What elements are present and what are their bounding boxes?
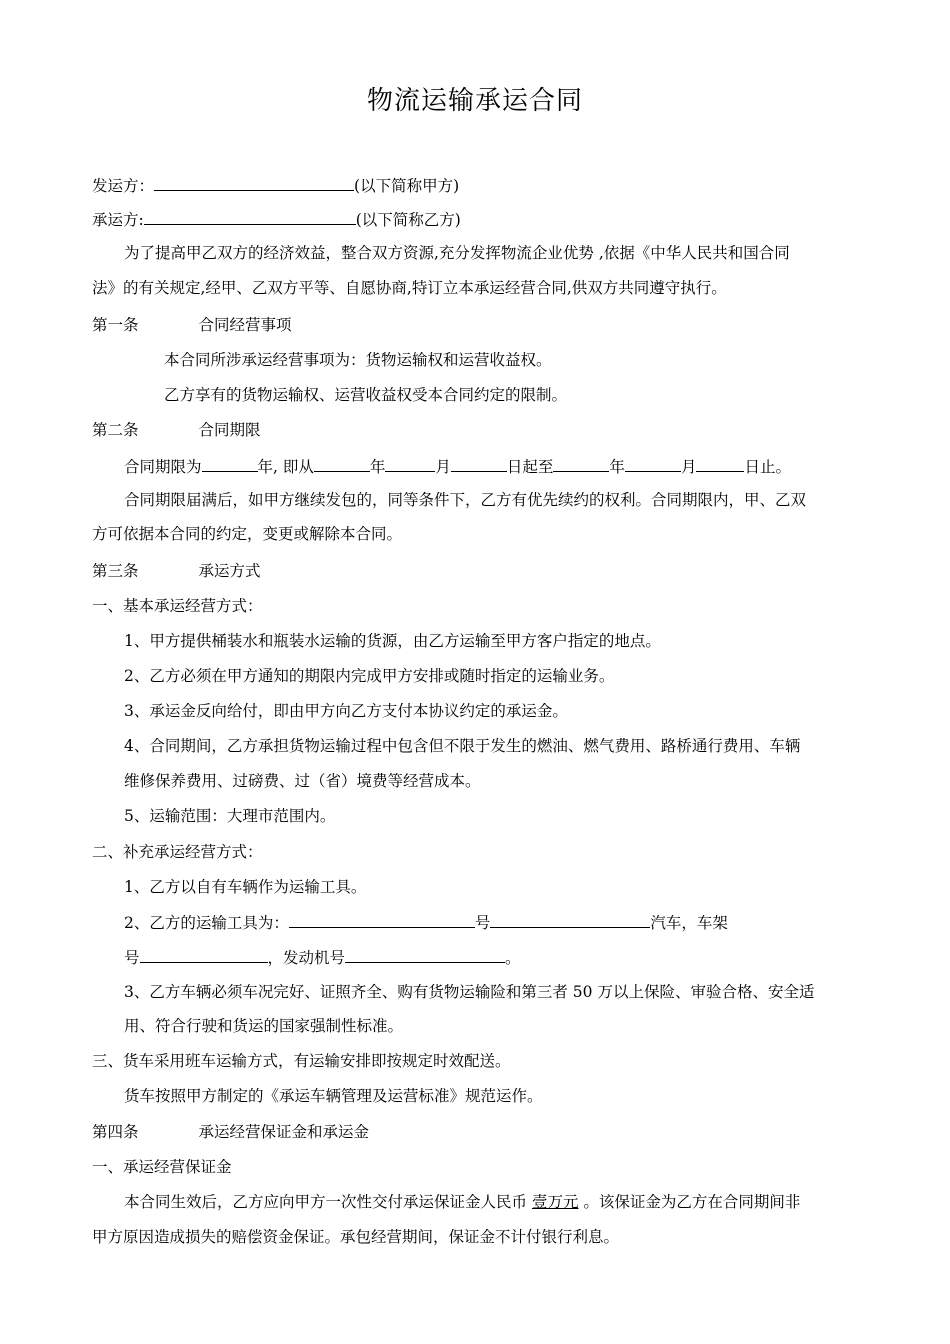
- period: 。: [505, 949, 521, 967]
- article-3-heading: [92, 561, 261, 581]
- end-day-blank: [696, 455, 744, 472]
- shipper-label: 发运方：: [92, 177, 155, 195]
- article-3-title: 承运方式: [198, 562, 261, 580]
- article-2-title: 合同期限: [198, 421, 261, 439]
- term-text-b: 年, 即从: [257, 458, 314, 476]
- start-month-blank: [385, 455, 435, 472]
- intro-line-2: 法》的有关规定,经甲、乙双方平等、自愿协商,特订立本承运经营合同,供双方共同遵守执行。: [92, 279, 727, 297]
- article-1-title: 合同经营事项: [198, 316, 292, 334]
- supplement-item-1: 1、乙方以自有车辆作为运输工具。: [124, 878, 367, 896]
- term-text-f: 年: [609, 458, 625, 476]
- frame-number-blank: [140, 946, 268, 963]
- end-month-blank: [625, 455, 681, 472]
- engine-number-blank: [345, 946, 505, 963]
- section-shuttle-heading: 三、货车采用班车运输方式，有运输安排即按规定时效配送。: [92, 1052, 511, 1070]
- section-deposit-heading: 一、承运经营保证金: [92, 1158, 232, 1176]
- deposit-text-b: 。该保证金为乙方在合同期间非: [583, 1193, 801, 1211]
- term-line: [124, 455, 791, 477]
- basic-item-2: 2、乙方必须在甲方通知的期限内完成甲方安排或随时指定的运输业务。: [124, 667, 615, 685]
- shipper-blank: [154, 174, 354, 191]
- supplement-item-2-line-1: [124, 911, 728, 933]
- article-4-title: 承运经营保证金和承运金: [198, 1123, 370, 1141]
- deposit-text-a: 本合同生效后，乙方应向甲方一次性交付承运保证金人民币: [124, 1193, 528, 1211]
- article-1-number: 第一条: [92, 316, 139, 334]
- term-text-h: 日止。: [744, 458, 791, 476]
- renewal-line-2: 方可依据本合同的约定，变更或解除本合同。: [92, 525, 403, 543]
- vehicle-model-blank: [490, 911, 650, 928]
- vehicle-label: 2、乙方的运输工具为：: [124, 914, 289, 932]
- supplement-item-3-line-2: 用、符合行驶和货运的国家强制性标准。: [124, 1017, 404, 1035]
- document-title: 物流运输承运合同: [366, 86, 583, 116]
- carrier-line: [92, 208, 461, 230]
- start-year-blank: [314, 455, 370, 472]
- basic-item-1: 1、甲方提供桶装水和瓶装水运输的货源，由乙方运输至甲方客户指定的地点。: [124, 632, 661, 650]
- article-2-number: 第二条: [92, 421, 139, 439]
- shuttle-line: 货车按照甲方制定的《承运车辆管理及运营标准》规范运作。: [124, 1087, 543, 1105]
- carrier-suffix: (以下简称乙方): [355, 211, 461, 229]
- term-text-d: 月: [435, 458, 451, 476]
- basic-item-5: 5、运输范围：大理市范围内。: [124, 807, 336, 825]
- intro-line-1: 为了提高甲乙双方的经济效益，整合双方资源,充分发挥物流企业优势 ,依据《中华人民共和国合同: [124, 244, 790, 262]
- deposit-amount: 壹万元: [531, 1193, 579, 1211]
- section-basic-heading: 一、基本承运经营方式：: [92, 597, 263, 615]
- term-text-a: 合同期限为: [124, 458, 202, 476]
- article-4-heading: [92, 1122, 369, 1142]
- deposit-line-2: 甲方原因造成损失的赔偿资金保证。承包经营期间，保证金不计付银行利息。: [92, 1228, 620, 1246]
- deposit-line-1: [124, 1192, 800, 1212]
- article-3-number: 第三条: [92, 562, 139, 580]
- start-day-blank: [451, 455, 507, 472]
- basic-item-4-line-2: 维修保养费用、过磅费、过（省）境费等经营成本。: [124, 772, 481, 790]
- term-years-blank: [202, 455, 258, 472]
- end-year-blank: [553, 455, 609, 472]
- plate-blank: [289, 911, 475, 928]
- supplement-item-3-line-1: 3、乙方车辆必须车况完好、证照齐全、购有货物运输险和第三者 50 万以上保险、审验合格、安全适: [124, 983, 815, 1001]
- shipper-suffix: (以下简称甲方): [354, 177, 460, 195]
- article-1-heading: [92, 315, 292, 335]
- article-1-line-1: 本合同所涉承运经营事项为：货物运输权和运营收益权。: [164, 351, 552, 369]
- article-4-number: 第四条: [92, 1123, 139, 1141]
- article-1-line-2: 乙方享有的货物运输权、运营收益权受本合同约定的限制。: [164, 386, 568, 404]
- term-text-e: 日起至: [506, 458, 554, 476]
- renewal-line-1: 合同期限届满后，如甲方继续发包的，同等条件下，乙方有优先续约的权利。合同期限内，甲、乙双: [124, 491, 807, 509]
- carrier-blank: [144, 208, 356, 225]
- term-text-g: 月: [680, 458, 697, 476]
- term-text-c: 年: [369, 458, 386, 476]
- carrier-label: 承运方:: [92, 211, 144, 229]
- frame-number-label: 号: [124, 949, 140, 967]
- shipper-line: [92, 174, 459, 196]
- section-supplement-heading: 二、补充承运经营方式：: [92, 843, 263, 861]
- basic-item-4-line-1: 4、合同期间，乙方承担货物运输过程中包含但不限于发生的燃油、燃气费用、路桥通行费用、车辆: [124, 737, 801, 755]
- vehicle-number-suffix: 号: [474, 914, 491, 932]
- supplement-item-2-line-2: [124, 946, 521, 968]
- basic-item-3: 3、承运金反向给付，即由甲方向乙方支付本协议约定的承运金。: [124, 702, 568, 720]
- article-2-heading: [92, 420, 261, 440]
- vehicle-frame-label: 汽车，车架: [650, 914, 728, 932]
- engine-number-label: ，发动机号: [267, 949, 346, 967]
